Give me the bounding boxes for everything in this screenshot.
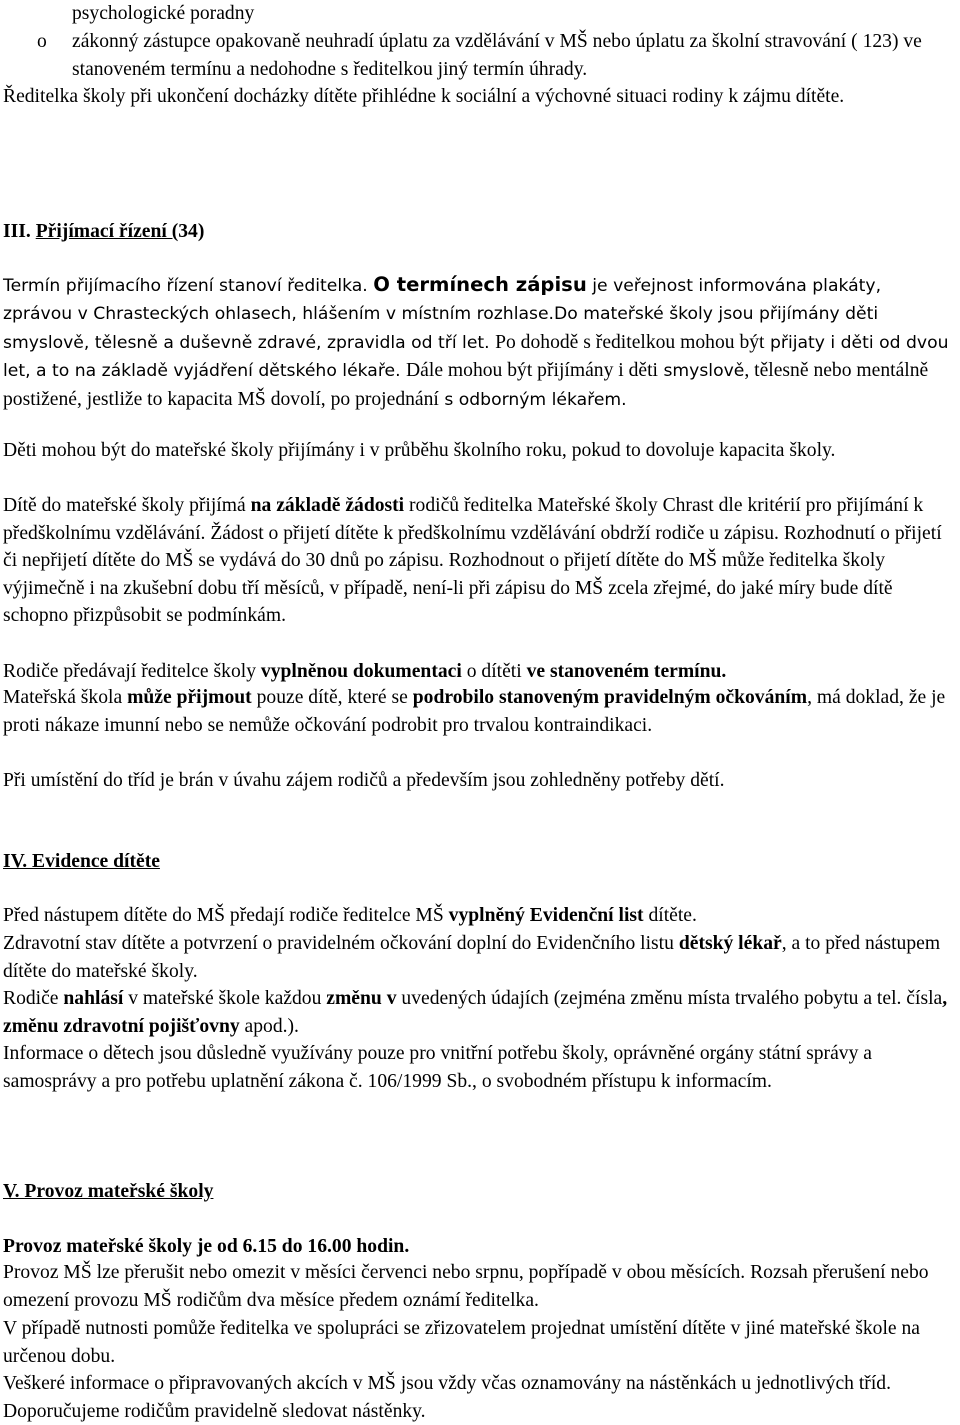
list-marker: o — [37, 31, 47, 52]
emphasis-text: Provoz mateřské školy je od 6.15 do 16.00 hodin. — [3, 1236, 410, 1257]
emphasis-text: změnu v — [326, 988, 397, 1009]
paragraph-text: Zdravotní stav dítěte a potvrzení o pravidelném očkování doplní do Evidenčního listu — [3, 933, 674, 954]
paragraph-health-status — [3, 930, 955, 985]
list-item-continuation — [72, 0, 952, 28]
emphasis-text: podrobilo stanoveným pravidelným očkováním — [412, 687, 808, 708]
paragraph-text: V případě nutnosti pomůže ředitelka ve spolupráci se zřizovatelem projednat umístění dítěte v jiné mateřské škole na určenou dobu. — [3, 1318, 920, 1367]
paragraph-admission-during-year — [3, 437, 955, 465]
section-heading-5 — [3, 1179, 955, 1205]
heading-title: IV. Evidence dítěte — [3, 851, 160, 872]
paragraph-text: , má doklad, že je proti nákaze imunní nebo se nemůže očkování podrobit pro trvalou kontraindikaci. — [3, 687, 946, 736]
emphasis-text: ve stanoveném termínu. — [526, 661, 727, 682]
emphasis-text: dětský lékař — [678, 933, 782, 954]
paragraph-text: je veřejnost informována plakáty, zprávou v Chrasteckých ohlasech, hlášením v místním rozhlase. — [3, 276, 882, 325]
paragraph-text: o dítěti — [466, 661, 522, 682]
paragraph-text: dítěte. — [648, 905, 697, 926]
paragraph-report-changes — [3, 985, 955, 1040]
paragraph-documentation — [3, 658, 955, 686]
section-heading-4 — [3, 849, 955, 875]
emphasis-text: nahlásí — [63, 988, 124, 1009]
paragraph-text: s odborným lékařem. — [444, 389, 627, 410]
paragraph-data-protection — [3, 1040, 955, 1095]
paragraph-notice-boards — [3, 1370, 955, 1425]
list-text: zákonný zástupce opakovaně neuhradí úplatu za vzdělávání v MŠ nebo úplatu za školní stravování ( 123) ve stanoveném termínu a nedohodne s ředitelkou jiný termín úhrady. — [72, 31, 922, 80]
paragraph-text: Rodiče — [3, 988, 59, 1009]
paragraph-director-note — [3, 83, 955, 111]
paragraph-text: pouze dítě, které se — [256, 687, 408, 708]
paragraph-text: Rodiče předávají ředitelce školy — [3, 661, 256, 682]
paragraph-text: Při umístění do tříd je brán v úvahu zájem rodičů a především jsou zohledněny potřeby dětí. — [3, 770, 725, 791]
emphasis-text: O termínech zápisu — [373, 273, 587, 296]
list-item-parent-nonpayment — [72, 28, 952, 83]
paragraph-text: smyslově — [663, 361, 745, 382]
paragraph-text: Dítě do mateřské školy přijímá — [3, 495, 246, 516]
paragraph-text: Informace o dětech jsou důsledně využívány pouze pro vnitřní potřebu školy, oprávněné orgány státní správy a samosprávy a pro potřebu uplatnění zákona č. 106/1999 Sb., o svobodném přístupu k informacím. — [3, 1043, 872, 1092]
emphasis-text: vyplněnou dokumentaci — [260, 661, 462, 682]
emphasis-text: může přijmout — [127, 687, 252, 708]
paragraph-text: přijaty i děti od dvou let, a to na základě vyjádření dětského lékaře. — [3, 332, 949, 382]
paragraph-operation-interruption — [3, 1259, 955, 1314]
section-heading-3 — [3, 219, 955, 245]
paragraph-text: Mateřská škola — [3, 687, 123, 708]
paragraph-class-placement — [3, 767, 955, 795]
paragraph-text: Před nástupem dítěte do MŠ předají rodiče ředitelce MŠ — [3, 905, 444, 926]
heading-title: V. Provoz mateřské školy — [3, 1181, 214, 1202]
paragraph-admission-application — [3, 492, 955, 630]
heading-number: III. — [3, 221, 31, 242]
paragraph-vaccination — [3, 684, 955, 739]
heading-title: Přijímací řízení ( — [35, 221, 179, 242]
paragraph-operating-hours — [3, 1233, 955, 1261]
list-text: psychologické poradny — [72, 3, 255, 24]
paragraph-text: uvedených údajích (zejména změnu místa trvalého pobytu a tel. čísla — [401, 988, 943, 1009]
paragraph-text: Provoz MŠ lze přerušit nebo omezit v měsíci červenci nebo srpnu, popřípadě v obou měsících. Rozsah přerušení nebo omezení provozu MŠ rodičům dva měsíce předem oznámí ředitelka. — [3, 1262, 929, 1311]
paragraph-text: apod.). — [244, 1015, 299, 1037]
paragraph-admission-term — [3, 271, 955, 414]
paragraph-text: Veškeré informace o připravovaných akcích v MŠ jsou vždy včas oznamovány na nástěnkách u jednotlivých tříd. Doporučujeme rodičům pravidelně sledovat nástěnky. — [3, 1373, 891, 1422]
paragraph-text: , a to před nástupem dítěte do mateřské školy. — [3, 933, 941, 982]
paragraph-text: rodičů ředitelka Mateřské školy Chrast dle kritérií pro přijímání k předškolnímu vzdělávání. Žádost o přijetí dítěte k předškolnímu vzdělávání obdrží rodiče u zápisu. Rozhodnutí o přijetí či nepřijetí dítěte do MŠ se vydává do 30 dnů po zápisu. Rozhodnout o přijetí dítěte do MŠ může ředitelka školy výjimečně i na zkušební dobu tří měsíců, v případě, není-li při zápisu do MŠ zcela zřejmé, do jaké míry bude dítě schopno přizpůsobit se podmínkám. — [3, 495, 942, 627]
emphasis-text: , změnu zdravotní pojišťovny — [3, 988, 948, 1037]
paragraph-text: Termín přijímacího řízení stanoví ředitelka. — [3, 276, 368, 296]
heading-section-ref: 34) — [178, 221, 205, 242]
paragraph-text: Děti mohou být do mateřské školy přijímány i v průběhu školního roku, pokud to dovoluje kapacita školy. — [3, 440, 836, 461]
paragraph-text: , tělesně nebo mentálně postižené, jestliže to kapacita MŠ dovolí, po projednání — [3, 360, 929, 410]
paragraph-text: Ředitelka školy při ukončení docházky dítěte přihlédne k sociální a výchovné situaci rodiny k zájmu dítěte. — [3, 86, 845, 107]
paragraph-text: Po dohodě s ředitelkou mohou být — [495, 331, 765, 353]
emphasis-text: vyplněný Evidenční list — [448, 905, 644, 926]
paragraph-text: Do mateřské školy jsou přijímány děti smyslově, tělesně a duševně zdravé, zpravidla od tří let. — [3, 304, 879, 353]
paragraph-alternative-placement — [3, 1315, 955, 1370]
paragraph-evidence-list — [3, 902, 955, 930]
paragraph-text: Dále mohou být přijímány i děti — [406, 360, 658, 382]
paragraph-text: v mateřské škole každou — [128, 988, 322, 1009]
emphasis-text: na základě žádosti — [250, 495, 405, 516]
